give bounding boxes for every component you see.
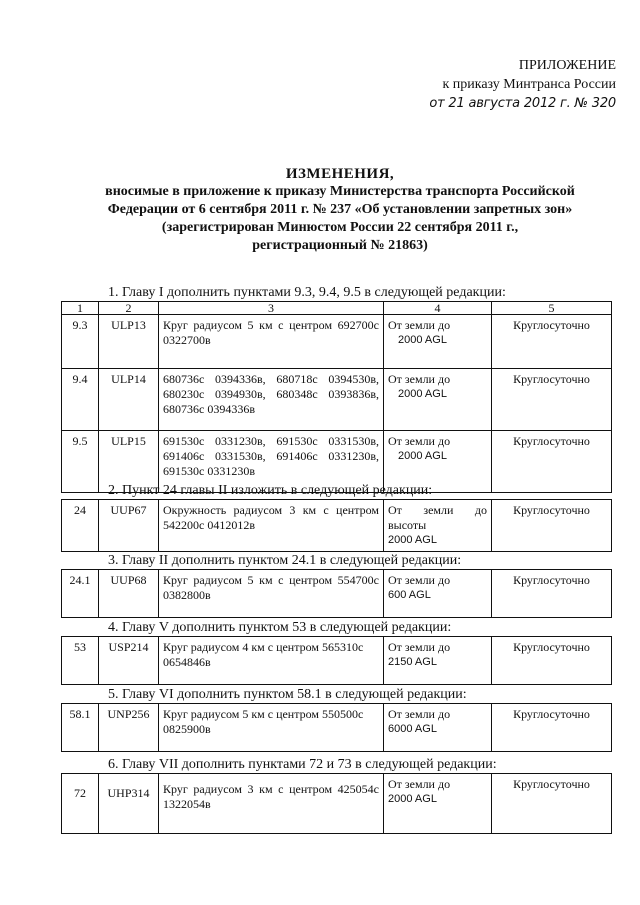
row-number: 24 [62, 500, 99, 552]
zone-code: UUP68 [99, 570, 159, 618]
row-number: 24.1 [62, 570, 99, 618]
zone-height [384, 637, 492, 685]
section-2-title: 2. Пункт 24 главы II изложить в следующей редакции: [108, 483, 433, 498]
section-6-table [61, 773, 612, 834]
section-5-table [61, 703, 612, 752]
height-value: 2000 AGL [388, 793, 437, 805]
zone-area: 691530с 0331230в, 691530с 0331530в, 691406с 0331530в, 691406с 0331230в, 691530с 0331230в [159, 431, 384, 493]
section-1-title: 1. Главу I дополнить пунктами 9.3, 9.4, 9.5 в следующей редакции: [108, 285, 506, 300]
column-header-5: 5 [492, 302, 612, 315]
zone-code: ULP13 [99, 315, 159, 369]
height-from: От земли до высоты [388, 503, 487, 532]
table-row [62, 774, 612, 834]
height-from: От земли до [388, 372, 451, 386]
table-row [62, 315, 612, 369]
height-value: 2000 AGL [398, 334, 447, 346]
zone-code: UNP256 [99, 704, 159, 752]
appendix-title: ПРИЛОЖЕНИЕ [518, 58, 616, 73]
zone-time: Круглосуточно [492, 637, 612, 685]
row-number: 9.3 [62, 315, 99, 369]
heading-line-5: регистрационный № 21863) [252, 238, 428, 253]
section-2-table [61, 499, 612, 552]
section-6-title: 6. Главу VII дополнить пунктами 72 и 73 в следующей редакции: [108, 757, 497, 772]
height-from: От земли до [388, 707, 451, 721]
height-value: 2150 AGL [388, 656, 437, 668]
zone-height [384, 704, 492, 752]
height-from: От земли до [388, 640, 451, 654]
zone-code: ULP14 [99, 369, 159, 431]
zone-height [384, 774, 492, 834]
height-value: 2000 AGL [398, 388, 447, 400]
height-from: От земли до [388, 318, 451, 332]
zone-time: Круглосуточно [492, 369, 612, 431]
column-header-3: 3 [159, 302, 384, 315]
table-row [62, 704, 612, 752]
height-from: От земли до [388, 573, 451, 587]
column-header-2: 2 [99, 302, 159, 315]
zone-time: Круглосуточно [492, 500, 612, 552]
section-3-title: 3. Главу II дополнить пунктом 24.1 в следующей редакции: [108, 553, 462, 568]
zone-time: Круглосуточно [492, 704, 612, 752]
zone-height [384, 570, 492, 618]
zone-time: Круглосуточно [492, 774, 612, 834]
row-number: 58.1 [62, 704, 99, 752]
row-number: 9.5 [62, 431, 99, 493]
height-from: От земли до [388, 434, 451, 448]
section-5-title: 5. Главу VI дополнить пунктом 58.1 в следующей редакции: [108, 687, 467, 702]
height-value: 600 AGL [388, 589, 431, 601]
row-number: 9.4 [62, 369, 99, 431]
heading-line-3: Федерации от 6 сентября 2011 г. № 237 «Об установлении запретных зон» [107, 202, 573, 217]
zone-area: Круг радиусом 5 км с центром 554700с 0382800в [159, 570, 384, 618]
zone-area: Окружность радиусом 3 км с центром 542200с 0412012в [159, 500, 384, 552]
section-4-title: 4. Главу V дополнить пунктом 53 в следующей редакции: [108, 620, 452, 635]
table-row [62, 369, 612, 431]
zone-area: Круг радиусом 5 км с центром 692700с 0322700в [159, 315, 384, 369]
zone-time: Круглосуточно [492, 570, 612, 618]
row-number: 72 [62, 774, 99, 834]
zone-height [384, 369, 492, 431]
height-value: 2000 AGL [398, 450, 447, 462]
zone-code: USP214 [99, 637, 159, 685]
zone-height [384, 315, 492, 369]
appendix-order-ref: к приказу Минтранса России [442, 77, 616, 92]
heading-line-4: (зарегистрирован Минюстом России 22 сентября 2011 г., [161, 220, 519, 235]
heading-title: ИЗМЕНЕНИЯ, [285, 166, 395, 182]
zone-area: Круг радиусом 4 км с центром 565310с 0654846в [159, 637, 384, 685]
section-3-table [61, 569, 612, 618]
zone-code: ULP15 [99, 431, 159, 493]
table-row [62, 637, 612, 685]
column-header-1: 1 [62, 302, 99, 315]
heading-line-2: вносимые в приложение к приказу Министерства транспорта Российской [105, 184, 575, 199]
height-value: 6000 AGL [388, 723, 437, 735]
column-header-4: 4 [384, 302, 492, 315]
zone-time: Круглосуточно [492, 315, 612, 369]
section-4-table [61, 636, 612, 685]
table-row [62, 500, 612, 552]
section-1-table [61, 301, 612, 493]
zone-time: Круглосуточно [492, 431, 612, 493]
zone-code: UHP314 [99, 774, 159, 834]
height-from: От земли до [388, 777, 451, 791]
table-header-row [62, 302, 612, 315]
zone-height [384, 500, 492, 552]
zone-area: 680736с 0394336в, 680718с 0394530в, 680230с 0394930в, 680348с 0393836в, 680736с 0394336в [159, 369, 384, 431]
zone-area: Круг радиусом 5 км с центром 550500с 0825900в [159, 704, 384, 752]
appendix-date-number: от 21 августа 2012 г. № 320 [429, 96, 616, 111]
appendix-block [429, 56, 616, 113]
zone-area: Круг радиусом 3 км с центром 425054с 1322054в [159, 774, 384, 834]
row-number: 53 [62, 637, 99, 685]
document-heading [70, 165, 610, 255]
height-value: 2000 AGL [388, 534, 437, 546]
zone-code: UUP67 [99, 500, 159, 552]
table-row [62, 570, 612, 618]
